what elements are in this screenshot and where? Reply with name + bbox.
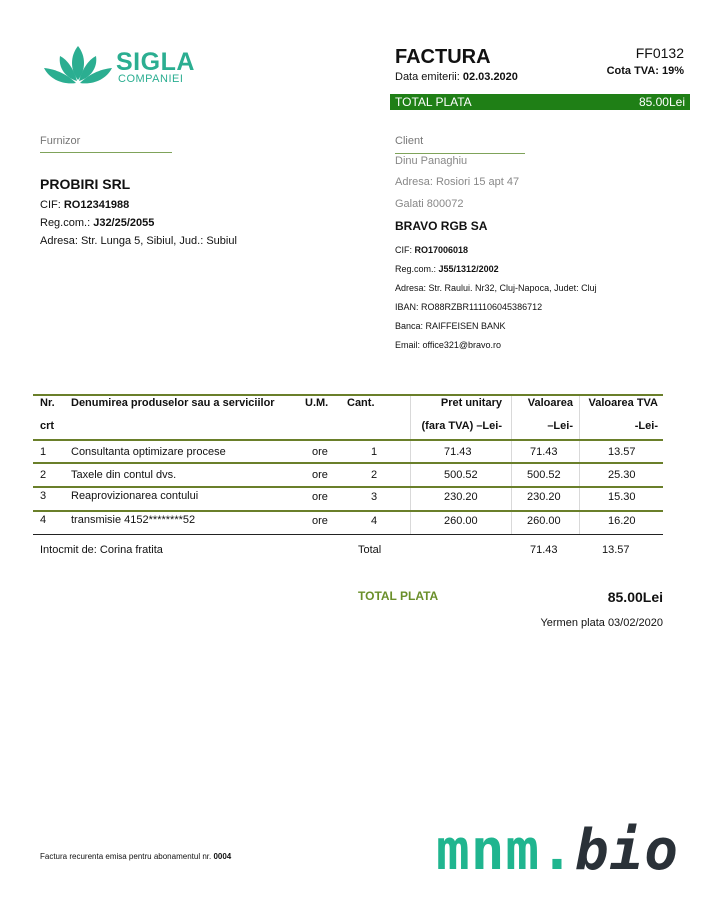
client-reg	[395, 264, 499, 274]
row-value: 71.43	[530, 446, 558, 458]
client-section-label: Client	[395, 135, 424, 147]
th-value: Valoarea	[527, 397, 573, 409]
brand-logo	[436, 818, 679, 883]
row-unit: ore	[312, 469, 328, 481]
row-price: 230.20	[444, 491, 478, 503]
client-city: Galati 800072	[395, 198, 464, 210]
table-header-rule	[33, 439, 663, 441]
supplier-divider	[40, 152, 172, 153]
row-unit: ore	[312, 491, 328, 503]
row-price: 71.43	[444, 446, 472, 458]
payment-term-label: Yermen plata	[540, 617, 605, 629]
supplier-address: Adresa: Str. Lunga 5, Sibiul, Jud.: Subiul	[40, 235, 237, 247]
issued-by: Intocmit de: Corina fratita	[40, 544, 163, 556]
total-bar	[390, 94, 690, 110]
row-vat: 13.57	[608, 446, 636, 458]
th-unit-price-sub: (fara TVA) –Lei-	[421, 420, 502, 432]
recurring-text: Factura recurenta emisa pentru abonamentul nr.	[40, 852, 212, 861]
row-value: 260.00	[527, 515, 561, 527]
table-top-rule	[33, 394, 663, 396]
total-label: Total	[358, 544, 382, 556]
row-quantity: 2	[371, 469, 378, 481]
client-address: Adresa: Rosiori 15 apt 47	[395, 176, 520, 188]
total-bar-value: 85.00Lei	[638, 95, 685, 109]
row-quantity: 4	[371, 515, 378, 527]
client-cif-label: CIF:	[395, 245, 412, 255]
row-vat: 25.30	[608, 469, 636, 481]
th-unit: U.M.	[305, 397, 329, 409]
row-unit: ore	[312, 515, 328, 527]
supplier-cif-value: RO12341988	[63, 199, 130, 211]
th-crt: crt	[40, 420, 55, 432]
invoice-number: FF0132	[635, 45, 684, 61]
supplier-section-label: Furnizor	[40, 135, 81, 147]
client-company: BRAVO RGB SA	[395, 219, 488, 233]
brand-part-2: bio	[574, 818, 679, 883]
supplier-name: PROBIRI SRL	[40, 176, 131, 192]
client-company-address: Adresa: Str. Raului. Nr32, Cluj-Napoca, Judet: Cluj	[395, 283, 597, 293]
logo-wordmark: SIGLA	[116, 48, 195, 76]
client-bank: Banca: RAIFFEISEN BANK	[395, 321, 506, 331]
row-quantity: 1	[371, 446, 378, 458]
th-description: Denumirea produselor sau a serviciilor	[71, 397, 275, 409]
total-value: 71.43	[530, 544, 558, 556]
client-person: Dinu Panaghiu	[395, 155, 468, 167]
th-value-sub: –Lei-	[547, 420, 573, 432]
client-reg-label: Reg.com.:	[395, 264, 437, 274]
th-quantity: Cant.	[347, 397, 375, 409]
total-payment-label: TOTAL PLATA	[358, 589, 439, 603]
row-unit: ore	[312, 446, 328, 458]
invoice-date-label: Data emiterii:	[395, 71, 460, 83]
row-nr: 4	[40, 514, 47, 526]
row-nr: 3	[40, 490, 47, 502]
total-vat: 13.57	[602, 544, 630, 556]
th-nr: Nr.	[40, 397, 55, 409]
row-description: Taxele din contul dvs.	[71, 469, 177, 481]
supplier-reg-value: J32/25/2055	[93, 217, 155, 229]
row-description: Reaprovizionarea contului	[71, 490, 199, 502]
client-cif	[395, 245, 468, 255]
invoice-date-value: 02.03.2020	[462, 71, 518, 83]
invoice-date	[395, 71, 518, 83]
supplier-reg-label: Reg.com.:	[40, 217, 91, 229]
total-bar-label: TOTAL PLATA	[395, 95, 472, 109]
invoice-title: FACTURA	[395, 46, 491, 68]
row-nr: 1	[40, 446, 47, 458]
row-value: 230.20	[527, 491, 561, 503]
th-vat-value-sub: -Lei-	[634, 420, 658, 432]
supplier-cif	[40, 199, 129, 211]
total-payment-value: 85.00Lei	[607, 589, 663, 605]
th-unit-price: Pret unitary	[440, 397, 502, 409]
supplier-cif-label: CIF:	[40, 199, 61, 211]
row-price: 500.52	[444, 469, 478, 481]
table-bottom-rule	[33, 534, 663, 535]
th-vat-value: Valoarea TVA	[588, 397, 658, 409]
client-reg-value: J55/1312/2002	[438, 264, 499, 274]
payment-term-value: 03/02/2020	[607, 617, 663, 629]
row-rule	[33, 462, 663, 464]
row-price: 260.00	[444, 515, 478, 527]
recurring-number: 0004	[213, 852, 232, 861]
vat-rate: Cota TVA: 19%	[606, 65, 684, 77]
row-description: Consultanta optimizare procese	[71, 446, 226, 458]
logo-subtitle: COMPANIEI	[118, 73, 184, 85]
client-cif-value: RO17006018	[414, 245, 469, 255]
row-description: transmisie 4152********52	[71, 514, 196, 526]
brand-part-1: mnm.	[435, 818, 575, 883]
table-col-separator	[511, 396, 512, 534]
payment-term	[540, 617, 663, 629]
row-value: 500.52	[527, 469, 561, 481]
client-divider	[395, 153, 525, 154]
row-vat: 15.30	[608, 491, 636, 503]
recurring-note	[40, 852, 231, 861]
row-vat: 16.20	[608, 515, 636, 527]
table-col-separator	[410, 396, 411, 534]
row-rule	[33, 510, 663, 512]
client-iban: IBAN: RO88RZBR111106045386712	[395, 302, 543, 312]
row-nr: 2	[40, 469, 47, 481]
client-email: Email: office321@bravo.ro	[395, 340, 502, 350]
table-col-separator	[579, 396, 580, 534]
row-quantity: 3	[371, 491, 378, 503]
row-rule	[33, 486, 663, 488]
supplier-reg	[40, 217, 154, 229]
